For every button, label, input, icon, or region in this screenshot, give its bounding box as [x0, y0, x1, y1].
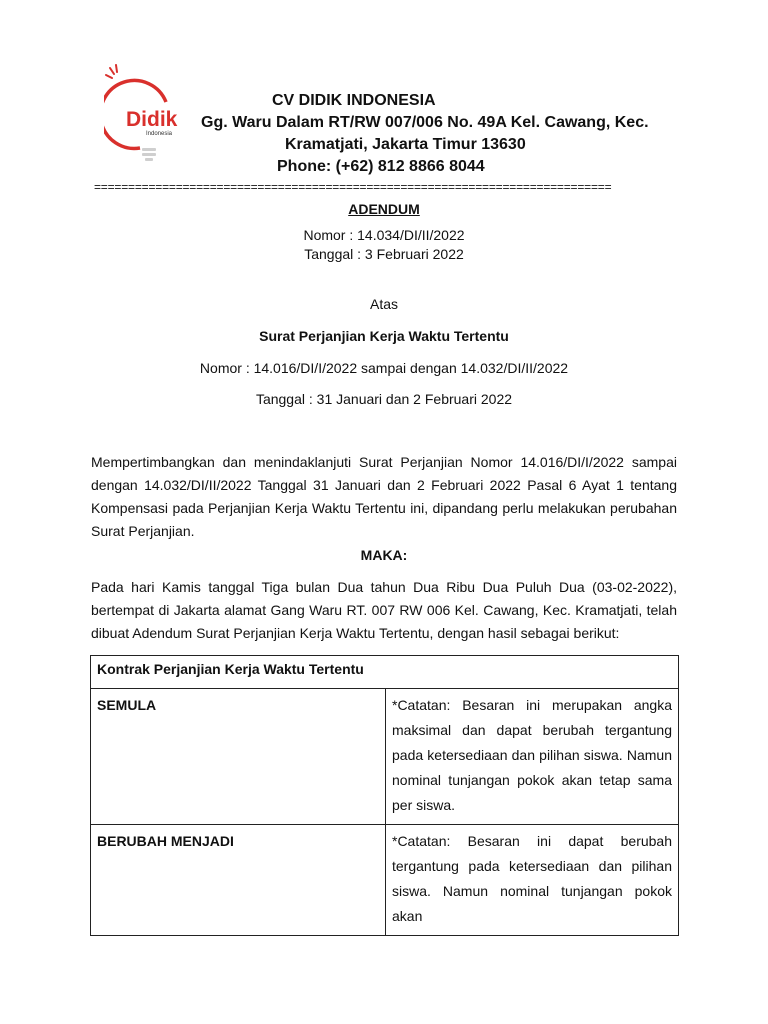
document-date: Tanggal : 3 Februari 2022 — [304, 246, 464, 262]
table-header: Kontrak Perjanjian Kerja Waktu Tertentu — [91, 656, 679, 689]
contract-table — [90, 655, 679, 936]
maka-heading: MAKA: — [360, 547, 408, 563]
company-name: CV DIDIK INDONESIA — [272, 92, 436, 109]
reference-number: Nomor : 14.016/DI/I/2022 sampai dengan 14.032/DI/II/2022 — [199, 360, 569, 376]
table-row — [91, 825, 679, 936]
didik-logo — [104, 64, 180, 164]
address-line-2: Kramatjati, Jakarta Timur 13630 — [285, 136, 526, 153]
phone-number: Phone: (+62) 812 8866 8044 — [277, 158, 485, 175]
address-line-1: Gg. Waru Dalam RT/RW 007/006 No. 49A Kel. Cawang, Kec. — [201, 114, 649, 131]
table-row — [91, 689, 679, 825]
row-note-semula: *Catatan: Besaran ini merupakan angka maksimal dan dapat berubah tergantung pada ketersediaan dan pilihan siswa. Namun nominal tunjangan pokok akan tetap sama per siswa. — [386, 689, 679, 825]
header-divider: ============================================================================ — [94, 180, 612, 194]
row-note-berubah: *Catatan: Besaran ini dapat berubah tergantung pada ketersediaan dan pilihan siswa. Namun nominal tunjangan pokok akan — [386, 825, 679, 936]
atas-label: Atas — [369, 296, 398, 312]
row-label-semula: SEMULA — [91, 689, 386, 825]
letterhead — [180, 90, 700, 178]
reference-date: Tanggal : 31 Januari dan 2 Februari 2022 — [255, 391, 513, 407]
logo-sub-text: Indonesia — [146, 131, 173, 137]
subject-title: Surat Perjanjian Kerja Waktu Tertentu — [259, 328, 509, 344]
document-title: ADENDUM — [348, 201, 420, 217]
considering-paragraph: Mempertimbangkan dan menindaklanjuti Surat Perjanjian Nomor 14.016/DI/I/2022 sampai dengan 14.032/DI/II/2022 Tanggal 31 Januari dan 2 Februari 2022 Pasal 6 Ayat 1 tentang Kompensasi pada Perjanjian Kerja Waktu Tertentu ini, dipandang perlu melakukan perubahan Surat Perjanjian. — [91, 454, 677, 539]
logo-brand-text: Didik — [126, 108, 178, 131]
agreement-paragraph: Pada hari Kamis tanggal Tiga bulan Dua tahun Dua Ribu Dua Puluh Dua (03-02-2022), bertempat di Jakarta alamat Gang Waru RT. 007 RW 006 Kel. Cawang, Kec. Kramatjati, telah dibuat Adendum Surat Perjanjian Kerja Waktu Tertentu, dengan hasil sebagai berikut: — [91, 579, 677, 641]
document-number: Nomor : 14.034/DI/II/2022 — [303, 227, 465, 243]
row-label-berubah: BERUBAH MENJADI — [91, 825, 386, 936]
